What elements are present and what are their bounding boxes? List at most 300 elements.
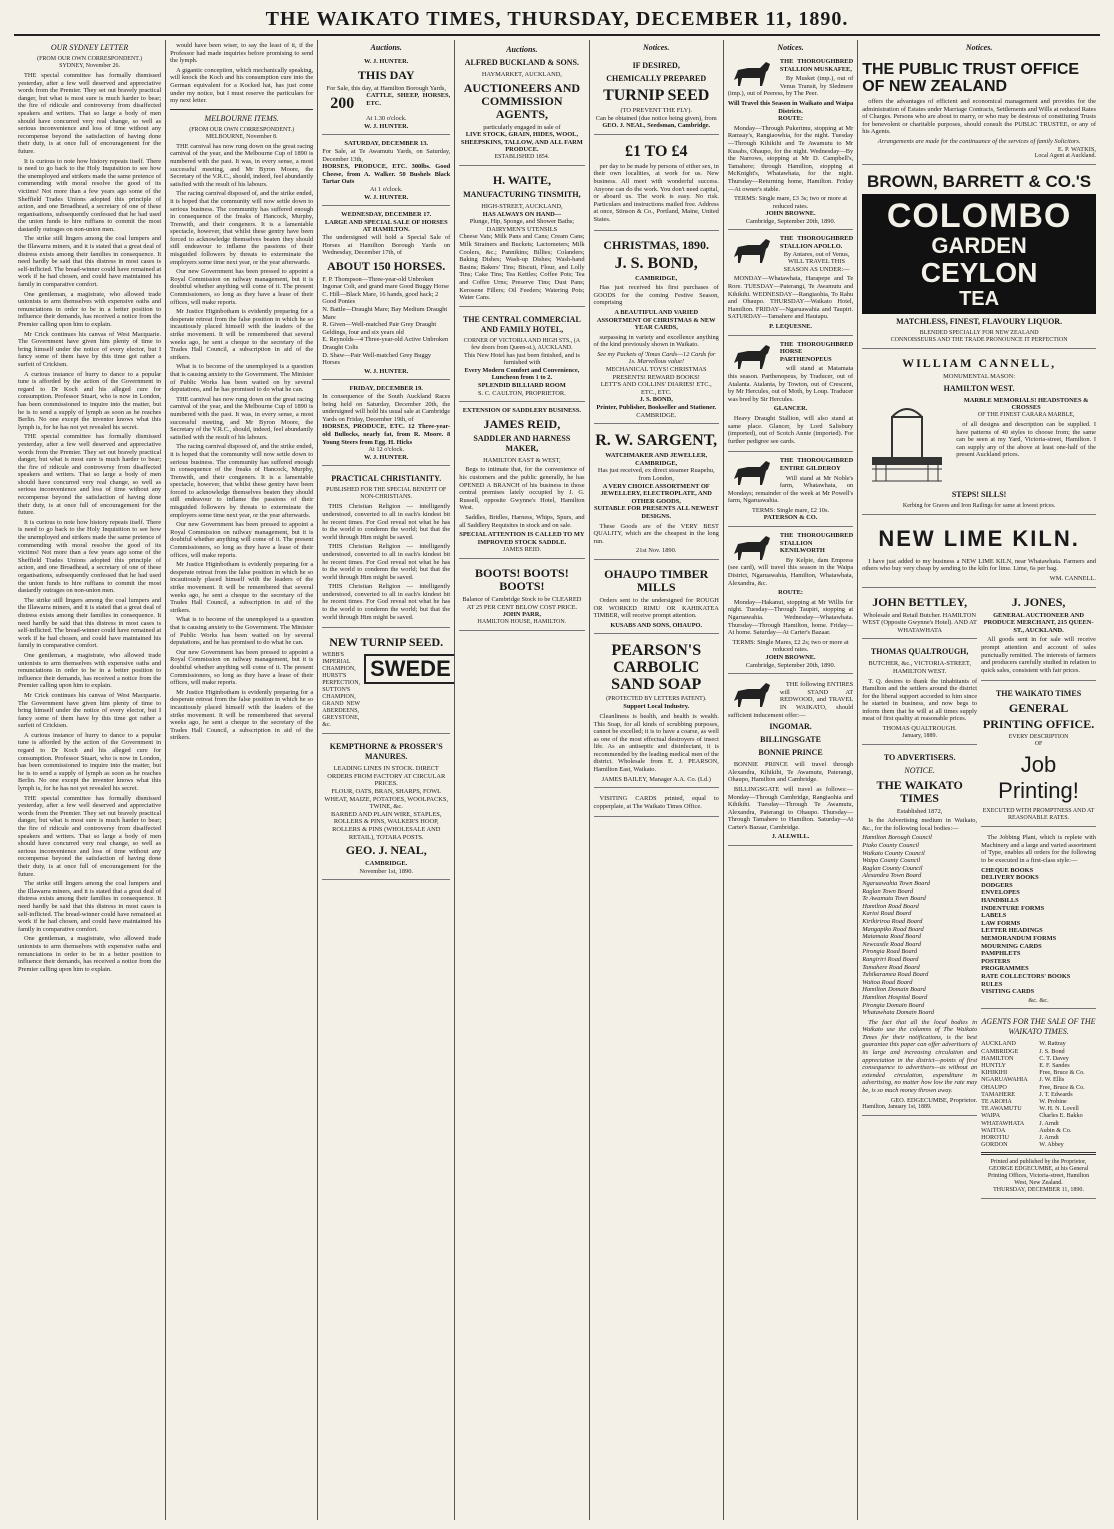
local-body: Mangapiko Road Board <box>862 925 924 933</box>
table-row <box>981 1141 1096 1148</box>
qualtrough-name: THOMAS QUALTROUGH, <box>870 647 969 657</box>
agent-town: TE AROHA <box>981 1097 1012 1105</box>
visiting-text: VISITING CARDS printed, equal to copperplate, at The Waikato Times Office. <box>593 795 719 810</box>
cannell-sub: MONUMENTAL MASON: <box>943 373 1016 381</box>
horse-icon <box>728 679 776 709</box>
local-body: Raglan Town Board <box>862 887 914 895</box>
local-body: Rangiriri Road Board <box>862 955 919 963</box>
section-heading: Notices. <box>642 43 670 52</box>
visiting-ad <box>594 791 719 817</box>
article-paragraph: A curious instance of hurry to dance to a popular tune is afforded by the action of the Government in regard to Dr Koch and his alleged cure for consumption. Professor Stuart, who is now in London, has been commissioned to inquire into the matter, but he is to send a supply of lymph as soon as he reaches Berlin. No one except the inventor knows what this lymph is, for he has not yet revealed his secret. <box>18 370 162 431</box>
pearson-title: PEARSON'S CARBOLIC SAND SOAP <box>611 642 702 694</box>
local-bodies-list <box>862 834 977 1016</box>
column-2 <box>166 40 318 1520</box>
waite-addr: HIGH-STREET, AUCKLAND, <box>481 202 563 210</box>
job-printing-title: Job Printing! <box>998 752 1079 804</box>
saddlery-title: EXTENSION OF SADDLERY BUSINESS. <box>462 407 582 415</box>
stallion-title: THE THOROUGHBRED STALLION APOLLO. <box>779 235 854 251</box>
stallion-route: Monday—Through Pukerimu, stopping at Mr Ramsay's, Rangiaowhia, for the night. Tuesday—Through Kihikihi and Te Awamutu to Mr Kusabs, Ohaupo, for the night. Wednesday—By the Narrows, stopping at Mr D. Campbell's, Tamahere; through Hamilton, stopping at McKnight's, Whatawhata, for the night. Thursday—Returning home, Hamilton. Friday—At owner's stable. <box>727 124 854 193</box>
boots-sign: JOHN PARR, <box>502 611 541 619</box>
article-paragraph: Mr Justice Higinbotham is evidently preparing for a desperate retreat from the false position in which he so incautiously placed himself with the leaders of the strike movement. It will be remembered that several weeks ago, he sent a cheque to the secretary of the Trades Hall Council, a subscription in aid of the strikers. <box>170 308 314 361</box>
times-text: Is the Advertising medium in Waikato, &c., for the following local bodies:— <box>862 817 978 832</box>
article-paragraph: Our new Government has been pressed to appoint a Royal Commission on railway management, but it is doubtful whether anything will come of it. The present Commissioners, so long as they have a lease of their offices, will make reports. <box>170 268 314 306</box>
route-label: ROUTE: <box>778 115 803 123</box>
sargent-name: R. W. SARGENT, <box>595 432 718 450</box>
article-paragraph: Our new Government has been pressed to appoint a Royal Commission on railway management, but it is doubtful whether anything will come of it. The present Commissioners, so long as they have a lease of their offices, will make reports. <box>170 521 314 559</box>
article-paragraph: THE special committee has formally dismissed yesterday, after a few well deserved and appreciative words from the Premier. They set out bravely practical danger, but what is most sure is much harder to bear; the fire of ridicule and controversy from disaffected speakers and writers. That so large a body of men should have concurred very real change, so well as serious inconvenience and loss of time without any recompense beyond the satisfaction of having done their duty, is at once full of encouragement for the future. <box>18 433 162 517</box>
table-row <box>981 1062 1096 1069</box>
bond-text: surpassing in variety and excellence anything of the kind previously shown in Waikato. <box>593 333 719 349</box>
boots-title: BOOTS! BOOTS! BOOTS! <box>475 565 569 593</box>
article-dateline: SYDNEY, November 26. <box>59 63 120 69</box>
local-body: Karioi Road Board <box>862 910 912 918</box>
article-paragraph: THE special committee has formally dismissed yesterday, after a few well deserved and appreciative words from the Premier. They set out bravely practical danger, but what is most sure is much harder to bear; the fire of ridicule and controversy from disaffected speakers and writers. That so large a body of men should have concurred very real change, so well as serious inconvenience and loss of time without any recompense beyond the satisfaction of having done their duty, is at once full of encouragement for the future. <box>18 794 162 878</box>
lime-title: NEW LIME KILN. <box>878 525 1080 551</box>
article-paragraph: One gentleman, a magistrate, who allowed trade unionists to arm themselves with expensive oaths and renunciations in order to be in a better position to influence their demands, has received a notice from the Premier calling upon him to explain. <box>18 651 162 690</box>
public-trust-note: Arrangements are made for the continuance of the services of family Solicitors. <box>877 137 1081 145</box>
horse-icon <box>728 532 776 562</box>
table-row <box>981 1091 1096 1098</box>
stallion-ad <box>728 56 853 230</box>
manures-ad <box>322 737 450 880</box>
job-item: LETTER HEADINGS <box>981 927 1043 935</box>
stallion-sign: JOHN BROWNE. <box>765 210 816 218</box>
stallion-terms: TERMS: Single mare, £3 3s; two or more at reduced rates. <box>734 195 848 210</box>
public-trust-title: THE PUBLIC TRUST OFFICE OF NEW ZEALAND <box>862 61 1080 95</box>
stallion-terms: TERMS: Single mare, £2 10s. <box>752 506 830 514</box>
times-fact: The fact that all the local bodies in Waikato use the columns of The Waikato Times for their notifications, is the best guarantee this paper can offer advertisers of its large and increasing circulation and appreciation in the district—points of first consequence to advertisers—as without an extended circulation, expenditure in advertising, no matter how low the rate may be, is so much money thrown away. <box>862 1018 978 1095</box>
hotel-comfort: Every Modern Comfort and Convenience, <box>464 366 580 374</box>
stallion-name: BONNIE PRINCE <box>758 748 823 758</box>
lime-kiln-ad <box>862 518 1096 588</box>
article-paragraph: A gigantic conception, which mechanically speaking, will knock the Koch and his consumption cure into the German equivalent for a Kocked hat, has just come under my notice, but I must reserve the particulars for my next letter. <box>170 66 314 105</box>
section-heading: Auctions. <box>506 45 538 54</box>
stallion-ad <box>728 455 853 527</box>
agent-town: HAMILTON <box>981 1054 1014 1062</box>
sale-entry: R. Given—Well-matched Pair Grey Draught Geldings, four and six years old <box>322 321 437 336</box>
tea-word: TEA <box>959 288 1000 311</box>
bond-name: J. S. BOND, <box>614 254 698 272</box>
column-1 <box>14 40 166 1520</box>
qualtrough-note: T. Q. desires to thank the inhabitants of Hamilton and the settlers around the district for the liberal support accorded to him since he started in business, and now begs to inform them that he will at all times supply meat of first quality at reasonable prices. <box>862 677 978 723</box>
article-paragraph: Mr Crick continues his canvas of West Macquarie. The Government have given him plenty of time to bring himself under the notice of every elector, but I fancy some of them have by this time got rather a surfeit of Crickism. <box>18 691 162 730</box>
stallion-text: By Kelpie, dam Empress (see card), will travel this season in the Waipa District, Ngaruawahia, Hamilton, Whatawhata, Alexandra, &c. <box>727 556 854 587</box>
turnip-mid: CHEMICALLY PREPARED <box>606 74 707 83</box>
times-title: THE WAIKATO TIMES <box>876 777 963 805</box>
stallion-sign: JOHN BROWNE. <box>765 653 816 661</box>
turnip-body <box>322 652 450 729</box>
agent-name: J. W. Ellis <box>1039 1076 1065 1084</box>
agent-town: TAMAHERE <box>981 1090 1015 1098</box>
job-item: ENVELOPES <box>981 889 1020 897</box>
jobbing-ad <box>981 830 1096 1009</box>
table-row <box>981 1134 1096 1141</box>
auctioneer-sign: W. J. HUNTER. <box>364 453 409 461</box>
sale-date: FRIDAY, DECEMBER 19. <box>349 385 423 393</box>
table-row <box>981 1127 1096 1134</box>
agent-town: GORDON <box>981 1141 1008 1149</box>
kerbing-text: Kerbing for Graves and Iron Railings for same at lowest prices. <box>902 502 1056 509</box>
job-list <box>981 867 1096 996</box>
local-body: Waitoa Road Board <box>862 978 913 986</box>
section-heading: Notices. <box>777 43 804 52</box>
divider <box>170 109 313 110</box>
boots-text: Balance of Cambridge Stock to be CLEARED AT 25 PER CENT BELOW COST PRICE. <box>462 595 582 611</box>
local-body: Pirongia Domain Board <box>862 1001 925 1009</box>
public-trust-ad <box>862 56 1096 165</box>
sale-entry: F. P. Thompson—Three-year-old Unbroken Ingonar Colt, and grand mare Good Buggy Horse <box>322 275 449 291</box>
sale-items: HORSES, PRODUCE, ETC. 300lbs. Good Cheese, from A. Walker. 50 Bushels Black Tartar Oats <box>322 163 451 186</box>
job-item: RATE COLLECTORS' BOOKS <box>981 972 1071 980</box>
table-row <box>981 1069 1096 1076</box>
cannell-town: HAMILTON WEST. <box>943 383 1015 393</box>
auction-ad <box>322 383 450 466</box>
sale-time: At 12 o'clock. <box>368 446 405 454</box>
swede-word: SWEDE <box>364 654 455 684</box>
buckland-ad <box>459 40 584 166</box>
stallion-name: INGOMAR. <box>769 722 812 732</box>
table-row <box>981 1084 1096 1091</box>
agent-name: Free, Bruce & Co. <box>1039 1069 1085 1077</box>
bond-ad <box>594 234 719 425</box>
agent-name: J. S. Bond <box>1039 1047 1065 1055</box>
job-item: MOURNING CARDS <box>981 942 1042 950</box>
practical-text: THIS Christian Religion — intelligently understood, converted to all in each's kindest bit he recent times. For God reveal not what he has to the world to condemn the world; but that the world through Him might be saved. <box>322 583 451 621</box>
stallion-text: Heavy Draught Stallion, will also stand at same place. Glancer, by Lord Salisbury (imported), out of Scotch Annie (imported). For further pedigree see cards. <box>727 414 854 445</box>
agent-name: W. Abbey <box>1039 1141 1064 1149</box>
sargent-text: Has just received, ex direct steamer Ruapehu, from London, <box>597 467 715 482</box>
table-row <box>981 1105 1096 1112</box>
public-trust-text: offers the advantages of efficient and economical management and provides for the administration of Estates under Marriage Contracts, Settlements and Wills at reduced Rates of Charges. Persons who are about to marry, or who may be desirous of constituting Trusts for benevolent or charitable purposes, should consult the PUBLIC TRUSTEE, or any of his Agents. <box>862 98 1096 136</box>
agent-town: WAIPA <box>981 1112 1001 1120</box>
job-executed: EXECUTED WITH PROMPTNESS AND AT REASONABLE RATES. <box>982 808 1095 822</box>
article-paragraph: The racing carnival disposed of, and the strike ended, it is hoped that the community will now settle down to serious business. The community has suffered enough in consequence of the freaks of Hancock, Murphy, Trenwith, and their congeners. It is a lamentable spectacle, however, that whilst these gentry have been forced to acknowledge themselves beaten they should still endeavour to inflame the passions of their misguided followers by threats to exterminate the employers some time next year, or the year afterwards. <box>170 190 314 266</box>
column-5 <box>590 40 724 1520</box>
colombo-word: COLOMBO <box>886 197 1072 236</box>
monument-icon <box>862 397 952 487</box>
kusabs-sign: KUSABS AND SONS, OHAUPO. <box>610 621 703 629</box>
job-item: VISITING CARDS <box>981 988 1035 996</box>
job-item: MEMORANDUM FORMS <box>981 935 1057 942</box>
stallion-route: BILLINGSGATE will travel as follows:—Monday—Through Cambridge, Rangiaohia and Kihikihi. Tuesday—Through Te Awamutu, Alexandra, Paterangi to Ohaupo. Thursday—Through Tamahere to Hamilton. Saturday—At Carter's Bazaar, Cambridge. <box>727 785 854 831</box>
bettley-ad <box>862 591 977 640</box>
sale-line <box>322 92 450 115</box>
article-heading: MELBOURNE ITEMS. <box>204 113 279 123</box>
two-column-ads <box>862 591 1096 1203</box>
local-body: Matamata Road Board <box>862 933 921 941</box>
job-item: PAMPHLETS <box>981 950 1021 958</box>
article-paragraph: Our new Government has been pressed to appoint a Royal Commission on railway management, but it is doubtful whether anything will come of it. The present Commissioners, so long as they have a lease of their offices, will make reports. <box>170 648 314 687</box>
manures-title: KEMPTHORNE & PROSSER'S MANURES. <box>329 742 443 762</box>
agent-town: NGARUAWAHIA <box>981 1076 1028 1084</box>
tea-matchless: MATCHLESS, FINEST, FLAVOURY LIQUOR. <box>896 317 1063 327</box>
lime-text: I have just added to my business a NEW LIME KILN, near Whatawhata. Farmers and others who buy very cheap by sending to the kiln for lime. Lime, 6s per bag. <box>862 557 1096 573</box>
stallion-route: BONNIE PRINCE will travel through Alexandra, Kihikihi, Te Awamutu, Paterangi, Ohaupo, Hamilton and Cambridge. <box>727 761 854 784</box>
article-paragraph: What is to become of the unemployed is a question that is causing anxiety to the Government. The Minister of Public Works has been waited on by several deputations, and he has promised to do what he can. <box>170 363 314 394</box>
table-row <box>981 1112 1096 1119</box>
xmas-title: CHRISTMAS, 1890. <box>603 237 710 252</box>
practical-ad <box>322 469 450 628</box>
article-paragraph: It is curious to note how history repeats itself. There is need to go back to the Holy Inquisition to see how the unemployed and strikers made the same pretence of commending with moral resolve the good of its victims! Not more than a few years ago some of the Sheffield Trades Unions adopted this principle of action, and one Broadhead, a secretary of one of these organisations, subsequently confessed that he had used the union funds to hire ruffians to commit the most dastardly outrages on non-union men. <box>18 157 162 233</box>
divider <box>981 1152 1096 1155</box>
edgecumbe-date: Hamilton, January 1st, 1889. <box>862 1104 932 1111</box>
hotel-luncheon: Luncheon from 1 to 2. <box>491 374 553 382</box>
stallion-text: will stand at Matamata this season. Parthenopeus, by Traducer, out of Atalanta. Atalanta, by Towton, out of Crescent, by Mr Hercules, out of Moth, by Loup. Traducer was bred by Sir Hercules. <box>727 365 854 403</box>
agent-town: CAMBRIDGE <box>981 1047 1019 1055</box>
buckland-title: AUCTIONEERS AND COMMISSION AGENTS, <box>463 80 581 121</box>
sale-text: The undersigned will hold a Special Sale of Horses at Hamilton Borough Yards on Wednesday, December 17th, of <box>322 233 451 257</box>
agent-name: Charles E. Bakko <box>1039 1112 1083 1120</box>
stallion-name: BILLINGSGATE <box>760 735 821 745</box>
sale-date: WEDNESDAY, DECEMBER 17. <box>341 211 432 219</box>
agent-name: Free, Bruce & Co. <box>1039 1083 1085 1091</box>
job-item: RULES <box>981 980 1003 988</box>
article-heading: OUR SYDNEY LETTER <box>50 43 129 52</box>
stallion-date: Cambridge, September 20th, 1890. <box>745 217 836 225</box>
article-paragraph: Mr Justice Higinbotham is evidently preparing for a desperate retreat from the false position in which he so incautiously placed himself with the leaders of the strike movement. It will be remembered that several weeks ago, he sent a cheque to the secretary of the Trades Hall Council, a subscription in aid of the strikers. <box>170 561 314 614</box>
job-item: CHEQUE BOOKS <box>981 866 1034 874</box>
section-heading: Auctions. <box>370 43 402 52</box>
auctioneer-sign: W. J. HUNTER. <box>364 367 409 375</box>
auction-ad <box>322 138 450 206</box>
auction-ad <box>322 209 450 380</box>
article-dateline: MELBOURNE, November 8. <box>205 133 278 140</box>
local-body: Raglan County Council <box>862 864 923 872</box>
local-body: Pirongia Road Board <box>862 948 918 956</box>
table-row <box>981 1040 1096 1047</box>
pearson-ad <box>594 637 719 788</box>
stallion-ad <box>728 233 853 335</box>
sale-date: SATURDAY, DECEMBER 13. <box>344 140 428 148</box>
sale-text: For Sale, at Te Awamutu Yards, on Saturday, December 13th, <box>322 147 451 163</box>
auctioneer-sign: W. J. HUNTER. <box>364 193 409 201</box>
job-item: INDENTURE FORMS <box>981 904 1045 912</box>
turnip-seed-ad <box>322 631 450 734</box>
hotel-addr: CORNER OF VICTORIA AND HIGH STS., (A few doors from Queen-st.), AUCKLAND. <box>463 337 581 351</box>
column-6 <box>724 40 858 1520</box>
sargent-big: A VERY CHOICE ASSORTMENT OF JEWELLERY, ELECTROPLATE, AND OTHER GOODS, <box>600 482 712 505</box>
qualtrough-text: BUTCHER, &c., VICTORIA-STREET, HAMILTON WEST. <box>868 660 971 675</box>
hotel-sign: S. C. CAULTON, PROPRIETOR. <box>477 389 566 397</box>
column-4 <box>455 40 589 1520</box>
brown-barrett-title: BROWN, BARRETT & CO.'S <box>867 172 1092 192</box>
stallion-travel: Will Travel this Season in Waikato and Waipa Districts. <box>727 99 854 115</box>
sale-number: 200 <box>330 95 355 113</box>
agent-town: HOROTIU <box>981 1133 1009 1141</box>
local-body: Kirikiriroa Road Board <box>862 917 923 925</box>
advertisers-ad <box>862 748 977 1117</box>
horse-icon <box>728 58 776 88</box>
article-byline: (FROM OUR OWN CORRESPONDENT.) <box>37 56 142 62</box>
waite-hand: HAS ALWAYS ON HAND— <box>482 210 562 218</box>
table-row <box>981 1098 1096 1105</box>
qualtrough-sign: THOMAS QUALTROUGH. <box>882 725 957 733</box>
hotel-text: This New Hotel has just been finished, and is furnished with <box>463 351 580 367</box>
agent-town: OHAUPO <box>981 1083 1007 1091</box>
local-body: Newcastle Road Board <box>862 940 921 948</box>
stallion-text: Will stand at Mr Noble's farm, Whatawhata, on Mondays; remainder of the week at Mr Powell's farm, Ngaruawahia. <box>727 474 854 505</box>
sale-text: For Sale, this day, at Hamilton Borough Yards, <box>326 84 446 92</box>
agent-town: WAITOA <box>981 1126 1006 1134</box>
bettley-name: JOHN BETTLEY, <box>872 594 968 609</box>
article-paragraph: The strike still lingers among the coal lumpers and the Illawarra miners, and it is stated that a great deal of distress exists among their families in consequence. It need hardly be said that this distress in most cases is self-inflicted. The bread-winner could have remained at work if he had chosen, and could have maintained his family in comparative comfort. <box>18 880 162 933</box>
sale-number: ABOUT 150 HORSES. <box>327 258 446 273</box>
local-body: Whatawhata Domain Board <box>862 1009 935 1017</box>
article-paragraph: Mr Crick continues his canvas of West Macquarie. The Government have given him plenty of time to bring himself under the notice of every elector, but I fancy some of them have by this time got rather a surfeit of Crickism. <box>18 330 162 368</box>
stallion-ad <box>728 677 853 846</box>
edgecumbe-sign: GEO. EDGECUMBE, Proprietor. <box>890 1096 978 1104</box>
local-body: Tuhikaramea Road Board <box>862 971 929 979</box>
steps-sills: STEPS! SILLS! <box>951 489 1007 499</box>
stallion-sign: PATERSON & CO. <box>763 514 818 522</box>
jones-ad <box>981 591 1096 682</box>
local-body: Hamilton Hospital Board <box>862 993 928 1001</box>
turnip-sub: (TO PREVENT THE FLY). <box>620 107 692 114</box>
of-word: OF <box>1034 741 1043 748</box>
sargent-title: WATCHMAKER AND JEWELLER, CAMBRIDGE, <box>605 452 708 467</box>
colombo-tea-ad <box>862 168 1096 349</box>
column-7 <box>858 40 1100 1520</box>
turnip-list: WEBB'S IMPERIAL CHAMPION, HURST'S PERFECTION, SUTTON'S CHAMPION, GRAND NEW ABERDEENS, GREYSTONE, &c. <box>322 652 361 729</box>
colombo-banner <box>862 194 1096 314</box>
local-body: Waipa County Council <box>862 857 921 865</box>
neal-date: November 1st, 1890. <box>359 867 414 875</box>
stallion-title: GLANCER. <box>773 405 808 413</box>
stallion-title: THE THOROUGHBRED HORSE PARTHENOPEUS <box>779 340 854 363</box>
section-heading: Notices. <box>965 43 993 52</box>
agent-name: Aubin & Co. <box>1039 1126 1072 1134</box>
turnip-sign: GEO. J. NEAL, Seedsman, Cambridge. <box>602 122 711 130</box>
article-paragraph: A curious instance of hurry to dance to a popular tune is afforded by the action of the Government in regard to Dr Koch and his alleged cure for consumption. Professor Stuart, who is now in London, has been commissioned to inquire into the matter, but he is to send a supply of lymph as soon as he reaches Berlin. No one except the inventor knows what this lymph is, for he has not yet revealed his secret. <box>18 731 162 793</box>
central-hotel-ad <box>459 310 584 403</box>
cannell-body <box>862 397 1096 487</box>
stallion-text: By Musket (imp.), out of Venus Transit, by Sledmere (imp.), out of Peeress, by The Peer. <box>727 75 854 98</box>
article-paragraph: It is curious to note how history repeats itself. There is need to go back to the Holy Inquisition to see how the unemployed and strikers made the same pretence of commending with moral resolve the good of its victims! Not more than a few years ago some of the Sheffield Trades Unions adopted this principle of action, and one Broadhead, a secretary of one of these organisations, subsequently confessed that he had used the union funds to hire ruffians to commit the most dastardly outrages on non-union men. <box>18 518 162 595</box>
buckland-items: LIVE STOCK, GRAIN, HIDES, WOOL, SHEEPSKINS, TALLOW, AND ALL FARM PRODUCE. <box>460 131 583 154</box>
reid-name: JAMES REID, <box>483 416 561 431</box>
turnip-top: IF DESIRED, <box>632 61 680 70</box>
practical-text: THIS Christian Religion — intelligently understood, converted to all in each's kindest bit he recent times. For God reveal not what he has to the world to condemn the world; but that the world through Him might be saved. <box>322 543 451 581</box>
bettley-text: Wholesale and Retail Butcher. HAMILTON WEST (Opposite Gwynne's Hotel). AND AT WHATAWHATA <box>862 611 977 634</box>
table-row <box>981 1120 1096 1127</box>
job-item: DODGERS <box>981 881 1013 889</box>
columns <box>14 40 1100 1520</box>
stallion-sign: P. LEQUESNE. <box>769 323 812 330</box>
advertisers-title: TO ADVERTISERS. <box>883 752 956 762</box>
sargent-ad <box>594 427 719 560</box>
watkis-sign: E. P. WATKIS, <box>1057 145 1096 153</box>
local-body: Alexandra Town Board <box>862 872 922 880</box>
hotel-billiard: SPLENDID BILLIARD ROOM <box>478 382 566 390</box>
article-paragraph: THE carnival has now rung down on the great racing carnival of the year, and the Melbourne Cup of 1890 is numbered with the past. It was, in every sense, a most successful meeting, and Mr Byron Moore, the Secretary of the V.R.C., should, indeed, feel abundantly satisfied with the result of his labours. <box>170 142 314 188</box>
manures-text: FLOUR, OATS, BRAN, SHARPS, FOWL WHEAT, MAIZE, POTATOES, WOOLPACKS, TWINE, &c. <box>324 788 449 811</box>
neal-town: CAMBRIDGE. <box>365 860 408 868</box>
practical-title: PRACTICAL CHRISTIANITY. <box>331 474 442 484</box>
agent-town: HUNTLY <box>981 1061 1006 1069</box>
article-paragraph: THE special committee has formally dismissed yesterday, after a few well deserved and appreciative words from the Premier. They set out bravely practical danger, but what is most sure is much harder to bear; the fire of ridicule and controversy from disaffected speakers and writers. That so large a body of men should have concurred very real change, so well as serious inconvenience and loss of time without any recompense beyond the satisfaction of having done their duty, is at once full of encouragement for the future. <box>18 72 162 155</box>
masthead: THE WAIKATO TIMES, THURSDAY, DECEMBER 11, 1890. <box>14 8 1100 36</box>
stallion-terms: TERMS: Single Mares, £2 2s; two or more at reduced rates. <box>732 638 849 654</box>
sale-items: CATTLE, SHEEP, HORSES, ETC. <box>366 92 451 107</box>
waite-title: MANUFACTURING TINSMITH, <box>463 189 581 199</box>
turnip-big: TURNIP SEED <box>603 87 710 104</box>
article-paragraph: THE carnival has now rung down on the great racing carnival of the year, and the Melbourne Cup of 1890 is numbered with the past. It was, in every sense, a most successful meeting, and Mr Byron Moore, the Secretary of the V.R.C., should, indeed, feel abundantly satisfied with the result of his labours. <box>170 395 314 441</box>
hotel-title: THE CENTRAL COMMERCIAL AND FAMILY HOTEL, <box>462 314 581 334</box>
neal-name: GEO. J. NEAL, <box>345 843 427 858</box>
ohaupo-ad <box>594 563 719 634</box>
agent-name: J. Arndt <box>1039 1119 1059 1127</box>
bond-text: Has just received his first purchases of GOODS for the coming Festive Season, comprising <box>593 284 719 307</box>
jones-text: All goods sent in for sale will receive prompt attention and account of sales punctually remitted. The interests of farmers and producers carefully studied in relation to quick sales, consistent with fair prices. <box>981 636 1096 674</box>
sale-entry: N. Battle—Draught Mare; Bay Medium Draught Mare <box>322 306 448 321</box>
horse-icon <box>728 235 776 265</box>
agents-table <box>981 1040 1096 1148</box>
agents-ad <box>981 1012 1096 1199</box>
sale-items: HORSES, PRODUCE, ETC. 12 Three-year-old Bullocks, nearly fat, from R. Moore. 8 Young Steers from Egg. H. Hicks <box>322 423 451 446</box>
reid-title: SADDLER AND HARNESS MAKER, <box>473 433 571 453</box>
manures-text: BARBED AND PLAIN WIRE, STAPLES, ROLLERS & PINS, WALKER'S HOOP, ROLLERS & PINS (WHOLESALE AND RETAIL), TOTARA POSTS. <box>330 810 442 841</box>
article-paragraph: The racing carnival disposed of, and the strike ended, it is hoped that the community will now settle down to serious business. The community has suffered enough in consequence of the freaks of Hancock, Murphy, Trenwith, and their congeners. It is a lamentable spectacle, however, that whilst these gentry have been forced to acknowledge themselves beaten they should still endeavour to inflame the passions of their misguided followers by threats to exterminate the employers some time next year, or the year afterwards. <box>170 443 314 519</box>
auctioneer-sign: W. J. HUNTER. <box>364 122 409 130</box>
agent-name: W. Probine <box>1039 1097 1067 1105</box>
saddlery-ad <box>459 405 584 559</box>
cannell-name: WILLIAM CANNELL, <box>902 356 1057 371</box>
job-item: HANDBILLS <box>981 897 1019 905</box>
stallion-route: Monday—Hakanui, stopping at Mr Willis for night. Tuesday—Through Taupiri, stopping at Ngaruawahia. Wednesday—Whatawhata. Thursday—Through Hamilton, home. Friday—At home. Saturday—At Carter's Bazaar. <box>727 598 854 637</box>
agent-town: KIHIKIHI <box>981 1069 1008 1077</box>
bailey-sign: JAMES BAILEY, Manager A.A. Co. (Ld.) <box>601 775 711 783</box>
pound-ad <box>594 138 719 231</box>
sale-time: At 1.30 o'clock. <box>365 115 407 123</box>
table-row <box>981 1055 1096 1062</box>
stallion-sign: J. ALLWILL. <box>771 833 810 841</box>
article-paragraph: The strike still lingers among the coal lumpers and the Illawarra miners, and it is stated that a great deal of distress exists among their families in consequence. It need hardly be said that this distress in most cases is self-inflicted. The bread-winner could have remained at work if he had chosen, and could have maintained his family in comparative comfort. <box>18 596 162 650</box>
bond-trade: Printer, Publisher, Bookseller and Stationer. <box>596 404 717 412</box>
agent-name: C. T. Davey <box>1039 1054 1069 1062</box>
agent-town: WHATAWHATA <box>981 1119 1025 1127</box>
ceylon-word: CEYLON <box>920 257 1038 289</box>
practical-text: THIS Christian Religion — intelligently understood, converted to all in each's kindest bit he recent times. For God reveal not what he has to the world to condemn the world; but that the world through Him might be saved. <box>322 503 451 541</box>
ohaupo-text: Orders sent to the undersigned for ROUGH OR WORKED RIMU OR KAHIKATEA TIMBER, will receive prompt attention. <box>593 596 719 620</box>
local-body: Hamilton Domain Board <box>862 986 926 994</box>
article-paragraph: One gentleman, a magistrate, who allowed trade unionists to arm themselves with expensive oaths and renunciations in order to be in a better position to influence their demands, has received a notice from the Premier calling upon him to explain. <box>18 935 162 973</box>
reid-special: SPECIAL ATTENTION IS CALLED TO MY IMPROVED STOCK SADDLE. <box>459 531 585 546</box>
buckland-addr: HAYMARKET, AUCKLAND, <box>481 71 562 78</box>
bond-cards: See my Packets of 'Xmas Cards—12 Cards for 1s. Marvellous value! <box>597 350 716 366</box>
job-item: POSTERS <box>981 957 1011 965</box>
reid-sign: JAMES REID. <box>502 546 542 554</box>
buckland-name: ALFRED BUCKLAND & SONS. <box>464 58 579 67</box>
imprint-date: THURSDAY, DECEMBER 11, 1890. <box>993 1187 1084 1194</box>
pearson-sub: (PROTECTED BY LETTERS PATENT). <box>606 696 707 703</box>
job-item: PROGRAMMES <box>981 965 1029 973</box>
times-title: THE WAIKATO TIMES <box>995 689 1082 699</box>
printing-office-ad <box>981 684 1096 827</box>
printing-office: PRINTING OFFICE. <box>982 717 1095 732</box>
article-paragraph: The strike still lingers among the coal lumpers and the Illawarra miners, and it is stated that a great deal of distress exists among their families in consequence. It need hardly be said that this distress in most cases is self-inflicted. The bread-winner could have remained at work if he had chosen, and could have maintained his family in comparative comfort. <box>18 235 162 289</box>
sale-entry: C. Hill—Black Mare, 16 hands, good hack; 2 Good Ponies <box>322 290 439 306</box>
imprint-text: Printed and published by the Proprietor, GEORGE EDGECUMBE, at his General Printing Offices, Victoria-street, Hamilton West, New Zealand. <box>987 1159 1090 1187</box>
marble-text: of all designs and description can be supplied. I have patterns of 40 styles to choose from; the same can be seen at my Yard, Victoria-street, Hamilton. I can supply any of the above at least one-half of the present Auckland prices. <box>956 420 1096 459</box>
sale-entry: D. Shaw—Pair Well-matched Grey Buggy Horses <box>322 351 432 367</box>
local-body: Tamahere Road Board <box>862 963 920 971</box>
table-row <box>981 1076 1096 1083</box>
stallion-date: Cambridge, September 20th, 1890. <box>745 661 836 669</box>
stallion-route: MONDAY—Whatawhata, Harapepe and Te Rore. TUESDAY—Paterangi, Te Awamutu and Kihikihi. WEDNESDAY—Rangiaohia, To Rahu and Ohaupo. THURSDAY—Waikato Hotel, Hamilton. FRIDAY—Ngaruawahia and Taupiri. SATURDAY—Tamahere and Hautapu. <box>727 275 854 321</box>
times-established: Established 1872, <box>896 807 943 815</box>
bond-mech: MECHANICAL TOYS! CHRISTMAS PRESENTS! REWARD BOOKS! <box>605 366 707 381</box>
buckland-est: ESTABLISHED 1854. <box>494 153 550 160</box>
